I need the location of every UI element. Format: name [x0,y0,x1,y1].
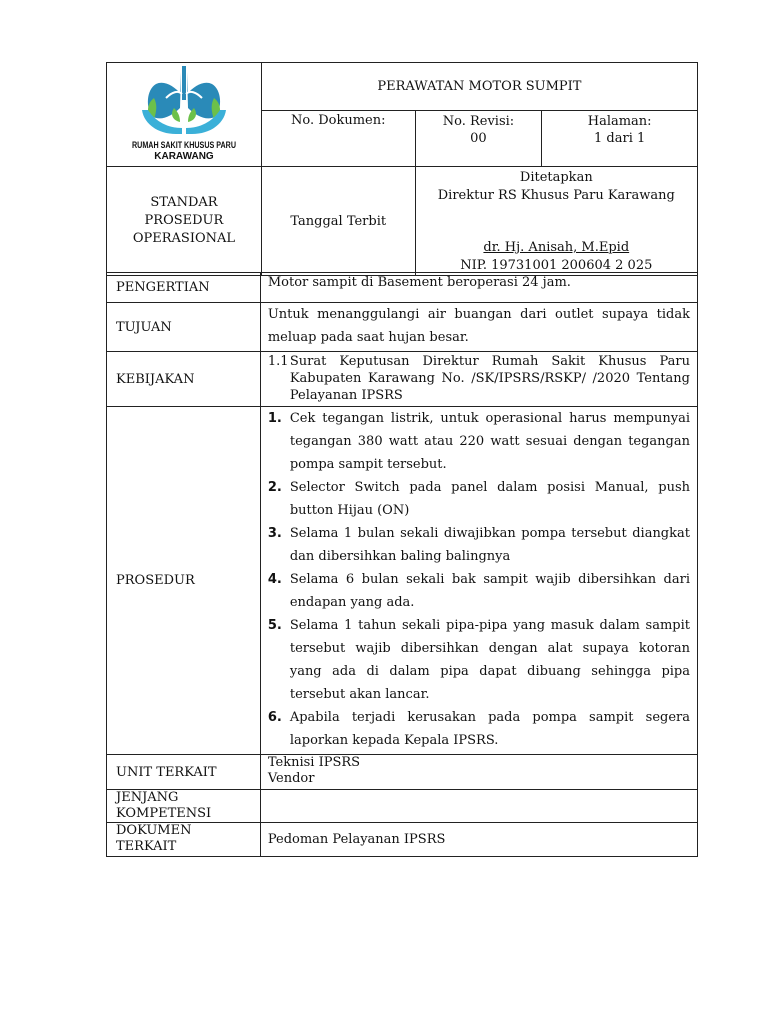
logo-text-line1: RUMAH SAKIT KHUSUS PARU [131,139,236,150]
kebijakan-row [107,352,698,407]
step-number: 4. [267,572,282,587]
signer-name: dr. Hj. Anisah, M.Epid [483,240,630,255]
pengertian-label: PENGERTIAN [107,273,261,303]
tanggal-terbit-label: Tanggal Terbit [261,167,415,276]
kebijakan-label: KEBIJAKAN [107,352,261,407]
dokumen-label-line2: TERKAIT [116,839,177,854]
sop-body-table [106,272,698,857]
dokumen-terkait-value: Pedoman Pelayanan IPSRS [260,823,697,857]
kebijakan-number: 1.1 [267,354,289,369]
halaman-cell [542,111,698,167]
step-text: Selama 1 bulan sekali diwajibkan pompa tersebut diangkat dan dibersihkan baling balingnya [289,526,690,564]
unit-terkait-label: UNIT TERKAIT [107,755,261,790]
step-number: 2. [267,480,282,495]
halaman-value: 1 dari 1 [594,131,646,146]
no-revisi-label: No. Revisi: [442,114,515,129]
prosedur-row [107,407,698,755]
jenjang-row [107,790,698,823]
dokumen-label-line1: DOKUMEN [116,823,192,838]
prosedur-step [268,407,690,476]
halaman-label: Halaman: [587,114,652,129]
no-revisi-cell [415,111,542,167]
step-text: Cek tegangan listrik, untuk operasional harus mempunyai tegangan 380 watt atau 220 watt sesuai dengan tegangan pompa sampit tersebut. [289,411,690,472]
dokumen-terkait-row [107,823,698,857]
prosedur-step [268,568,690,614]
logo-text-line2: KARAWANG [154,150,214,162]
prosedur-step [268,706,690,752]
unit-terkait-line2: Vendor [267,771,315,786]
no-dokumen-label: No. Dokumen: [290,113,386,128]
step-number: 1. [267,411,282,426]
sop-label-line2: PROSEDUR [144,213,224,228]
ditetapkan-cell [415,167,697,276]
kebijakan-value: Surat Keputusan Direktur Rumah Sakit Khusus Paru Kabupaten Karawang No. /SK/IPSRS/RSKP/ /2020 Tentang Pelayanan IPSRS [289,354,690,403]
no-revisi-value: 00 [470,131,487,146]
pengertian-row [107,273,698,303]
jenjang-value [260,790,697,823]
no-dokumen-cell [261,111,415,167]
ditetapkan-text: Ditetapkan [519,170,593,185]
step-number: 5. [267,618,282,633]
step-text: Apabila terjadi kerusakan pada pompa sampit segera laporkan kepada Kepala IPSRS. [289,710,690,748]
unit-terkait-row [107,755,698,790]
step-text: Selama 1 tahun sekali pipa-pipa yang masuk dalam sampit tersebut wajib dibersihkan dengan alat supaya kotoran yang ada di dalam pipa dapat dibuang sehingga pipa tersebut akan lancar. [289,618,690,702]
sop-header-table [106,62,698,276]
prosedur-steps [268,407,690,752]
dokumen-label-cell [107,823,261,857]
jenjang-label-line1: JENJANG [116,790,179,805]
hospital-logo-icon [124,64,244,162]
step-text: Selector Switch pada panel dalam posisi Manual, push button Hijau (ON) [289,480,690,518]
jenjang-label-line2: KOMPETENSI [116,806,212,821]
document-title: PERAWATAN MOTOR SUMPIT [261,63,697,111]
kebijakan-cell [260,352,697,407]
unit-terkait-line1: Teknisi IPSRS [267,755,361,770]
tujuan-label: TUJUAN [107,303,261,352]
sop-label-line3: OPERASIONAL [132,231,236,246]
sop-label-line1: STANDAR [150,195,218,210]
signer-nip: NIP. 19731001 200604 2 025 [460,258,653,273]
step-number: 3. [267,526,282,541]
direktur-text: Direktur RS Khusus Paru Karawang [437,188,675,203]
pengertian-value: Motor sampit di Basement beroperasi 24 jam. [260,273,697,303]
prosedur-cell [260,407,697,755]
tujuan-row [107,303,698,352]
tujuan-value: Untuk menanggulangi air buangan dari outlet supaya tidak meluap pada saat hujan besar. [260,303,697,352]
logo-cell [107,63,262,167]
unit-terkait-cell [260,755,697,790]
step-number: 6. [267,710,282,725]
prosedur-step [268,614,690,706]
prosedur-step [268,476,690,522]
prosedur-step [268,522,690,568]
sop-label-cell [107,167,262,276]
step-text: Selama 6 bulan sekali bak sampit wajib dibersihkan dari endapan yang ada. [289,572,690,610]
jenjang-label-cell [107,790,261,823]
prosedur-label: PROSEDUR [107,407,261,755]
